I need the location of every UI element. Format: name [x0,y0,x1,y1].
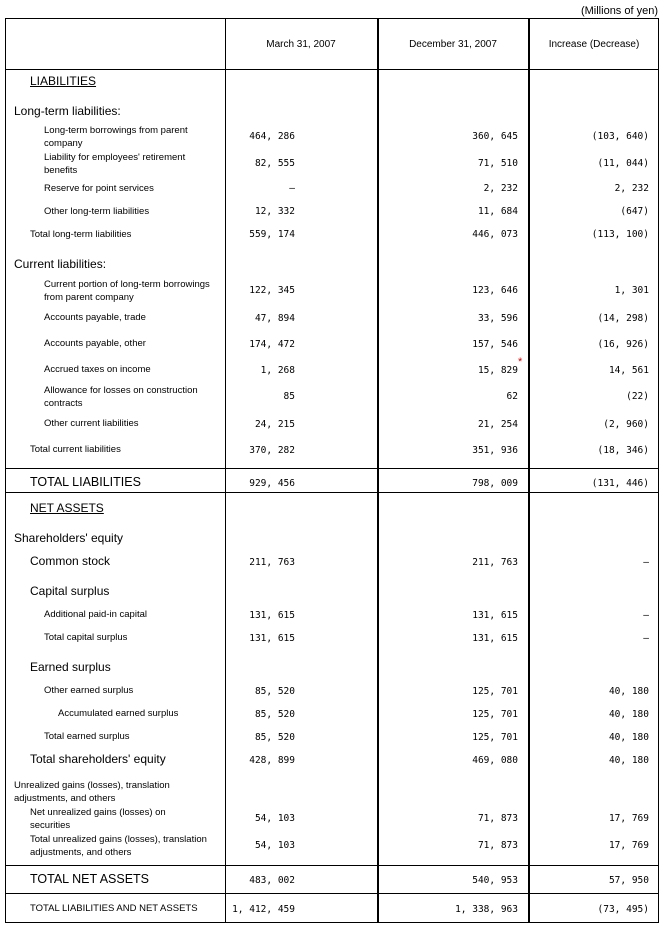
row-label: TOTAL LIABILITIES [30,475,141,489]
header-increase-decrease: Increase (Decrease) [548,39,640,50]
row-label: TOTAL LIABILITIES AND NET ASSETS [30,903,198,914]
row-label: Other current liabilities [44,418,139,429]
row-label: Other earned surplus [44,685,134,696]
december-2007-value: 11, 684 [477,206,518,217]
row-label: Common stock [30,554,111,568]
total-net-assets-rule-bottom [6,893,658,894]
december-2007-value: 2, 232 [483,183,518,194]
increase-decrease-value: – [643,557,649,568]
row-label: Unrealized gains (losses), translation adjustments, and others [14,780,170,804]
december-2007-value: 21, 254 [477,419,518,430]
march-2007-value: – [289,183,295,194]
increase-decrease-value: 40, 180 [608,686,649,697]
header-december-2007: December 31, 2007 [409,39,497,50]
row-label: TOTAL NET ASSETS [30,872,150,886]
march-2007-value: 54, 103 [254,813,295,824]
row-label: Total shareholders' equity [30,752,166,766]
increase-decrease-value: 57, 950 [608,875,649,886]
december-2007-value: 71, 510 [477,158,518,169]
increase-decrease-value: (103, 640) [591,131,649,142]
row-label: Total capital surplus [44,632,128,643]
header-rule [6,69,658,70]
row-label: Reserve for point services [44,183,154,194]
december-2007-value: 125, 701 [472,686,518,697]
increase-decrease-value: (647) [620,206,649,217]
increase-decrease-value: (2, 960) [603,419,649,430]
increase-decrease-value: (14, 298) [597,313,649,324]
march-2007-value: 12, 332 [254,206,295,217]
increase-decrease-value: 17, 769 [608,813,649,824]
march-2007-value: 54, 103 [254,840,295,851]
december-2007-value: 62 [506,391,518,402]
row-label: NET ASSETS [30,501,104,515]
row-label: Liability for employees' retirement benefits [44,152,186,176]
row-label: Net unrealized gains (losses) on securities [30,807,166,831]
col-sep-3 [528,19,530,922]
december-2007-value: 446, 073 [472,229,518,240]
row-label: Earned surplus [30,660,111,674]
december-2007-value: 125, 701 [472,732,518,743]
march-2007-value: 131, 615 [249,610,295,621]
march-2007-value: 47, 894 [254,313,295,324]
march-2007-value: 85, 520 [254,709,295,720]
row-label: Total current liabilities [30,444,121,455]
march-2007-value: 131, 615 [249,633,295,644]
march-2007-value: 428, 899 [249,755,295,766]
row-label: Capital surplus [30,584,110,598]
balance-sheet-table [5,18,659,923]
december-2007-value: 71, 873 [477,840,518,851]
december-2007-value: 469, 080 [472,755,518,766]
march-2007-value: 370, 282 [249,445,295,456]
increase-decrease-value: 2, 232 [614,183,649,194]
asterisk-mark: * [518,356,523,368]
december-2007-value: 351, 936 [472,445,518,456]
row-label: Long-term borrowings from parent company [44,125,188,149]
march-2007-value: 85, 520 [254,732,295,743]
col-sep-1 [225,19,226,922]
march-2007-value: 483, 002 [249,875,295,886]
row-label: Other long-term liabilities [44,206,150,217]
row-label: Current liabilities: [14,257,107,271]
december-2007-value: 15, 829 [477,365,518,376]
increase-decrease-value: 40, 180 [608,709,649,720]
row-label: Accrued taxes on income [44,364,151,375]
march-2007-value: 85 [283,391,295,402]
increase-decrease-value: (73, 495) [597,904,649,915]
march-2007-value: 211, 763 [249,557,295,568]
march-2007-value: 174, 472 [249,339,295,350]
december-2007-value: 131, 615 [472,610,518,621]
december-2007-value: 1, 338, 963 [455,904,518,915]
march-2007-value: 559, 174 [249,229,295,240]
march-2007-value: 24, 215 [254,419,295,430]
march-2007-value: 82, 555 [254,158,295,169]
row-label: Long-term liabilities: [14,104,121,118]
increase-decrease-value: (16, 926) [597,339,649,350]
december-2007-value: 157, 546 [472,339,518,350]
total-liabilities-rule-bottom [6,492,658,493]
increase-decrease-value: 1, 301 [614,285,649,296]
total-liabilities-rule-top [6,468,658,469]
increase-decrease-value: 40, 180 [608,732,649,743]
row-label: Total unrealized gains (losses), translation adjustments, and others [30,834,207,858]
header-march-2007: March 31, 2007 [266,39,336,50]
increase-decrease-value: – [643,610,649,621]
increase-decrease-value: 14, 561 [608,365,649,376]
row-label: LIABILITIES [30,74,97,88]
increase-decrease-value: (131, 446) [591,478,649,489]
december-2007-value: 125, 701 [472,709,518,720]
row-label: Accounts payable, other [44,338,146,349]
december-2007-value: 360, 645 [472,131,518,142]
increase-decrease-value: (113, 100) [591,229,649,240]
increase-decrease-value: 40, 180 [608,755,649,766]
december-2007-value: 540, 953 [472,875,518,886]
march-2007-value: 122, 345 [249,285,295,296]
december-2007-value: 71, 873 [477,813,518,824]
december-2007-value: 131, 615 [472,633,518,644]
total-net-assets-rule-top [6,865,658,866]
row-label: Total long-term liabilities [30,229,132,240]
december-2007-value: 33, 596 [477,313,518,324]
march-2007-value: 464, 286 [249,131,295,142]
march-2007-value: 85, 520 [254,686,295,697]
unit-note: (Millions of yen) [580,5,658,17]
march-2007-value: 1, 268 [260,365,295,376]
increase-decrease-value: – [643,633,649,644]
increase-decrease-value: (18, 346) [597,445,649,456]
row-label: Additional paid-in capital [44,609,147,620]
december-2007-value: 211, 763 [472,557,518,568]
increase-decrease-value: (22) [626,391,649,402]
increase-decrease-value: 17, 769 [608,840,649,851]
row-label: Shareholders' equity [14,531,124,545]
col-sep-2 [377,19,379,922]
december-2007-value: 798, 009 [472,478,518,489]
row-label: Current portion of long-term borrowings from parent company [44,279,210,303]
december-2007-value: 123, 646 [472,285,518,296]
row-label: Total earned surplus [44,731,130,742]
row-label: Accounts payable, trade [44,312,146,323]
row-label: Allowance for losses on construction contracts [44,385,198,409]
increase-decrease-value: (11, 044) [597,158,649,169]
row-label: Accumulated earned surplus [58,708,179,719]
march-2007-value: 1, 412, 459 [232,904,295,915]
march-2007-value: 929, 456 [249,478,295,489]
